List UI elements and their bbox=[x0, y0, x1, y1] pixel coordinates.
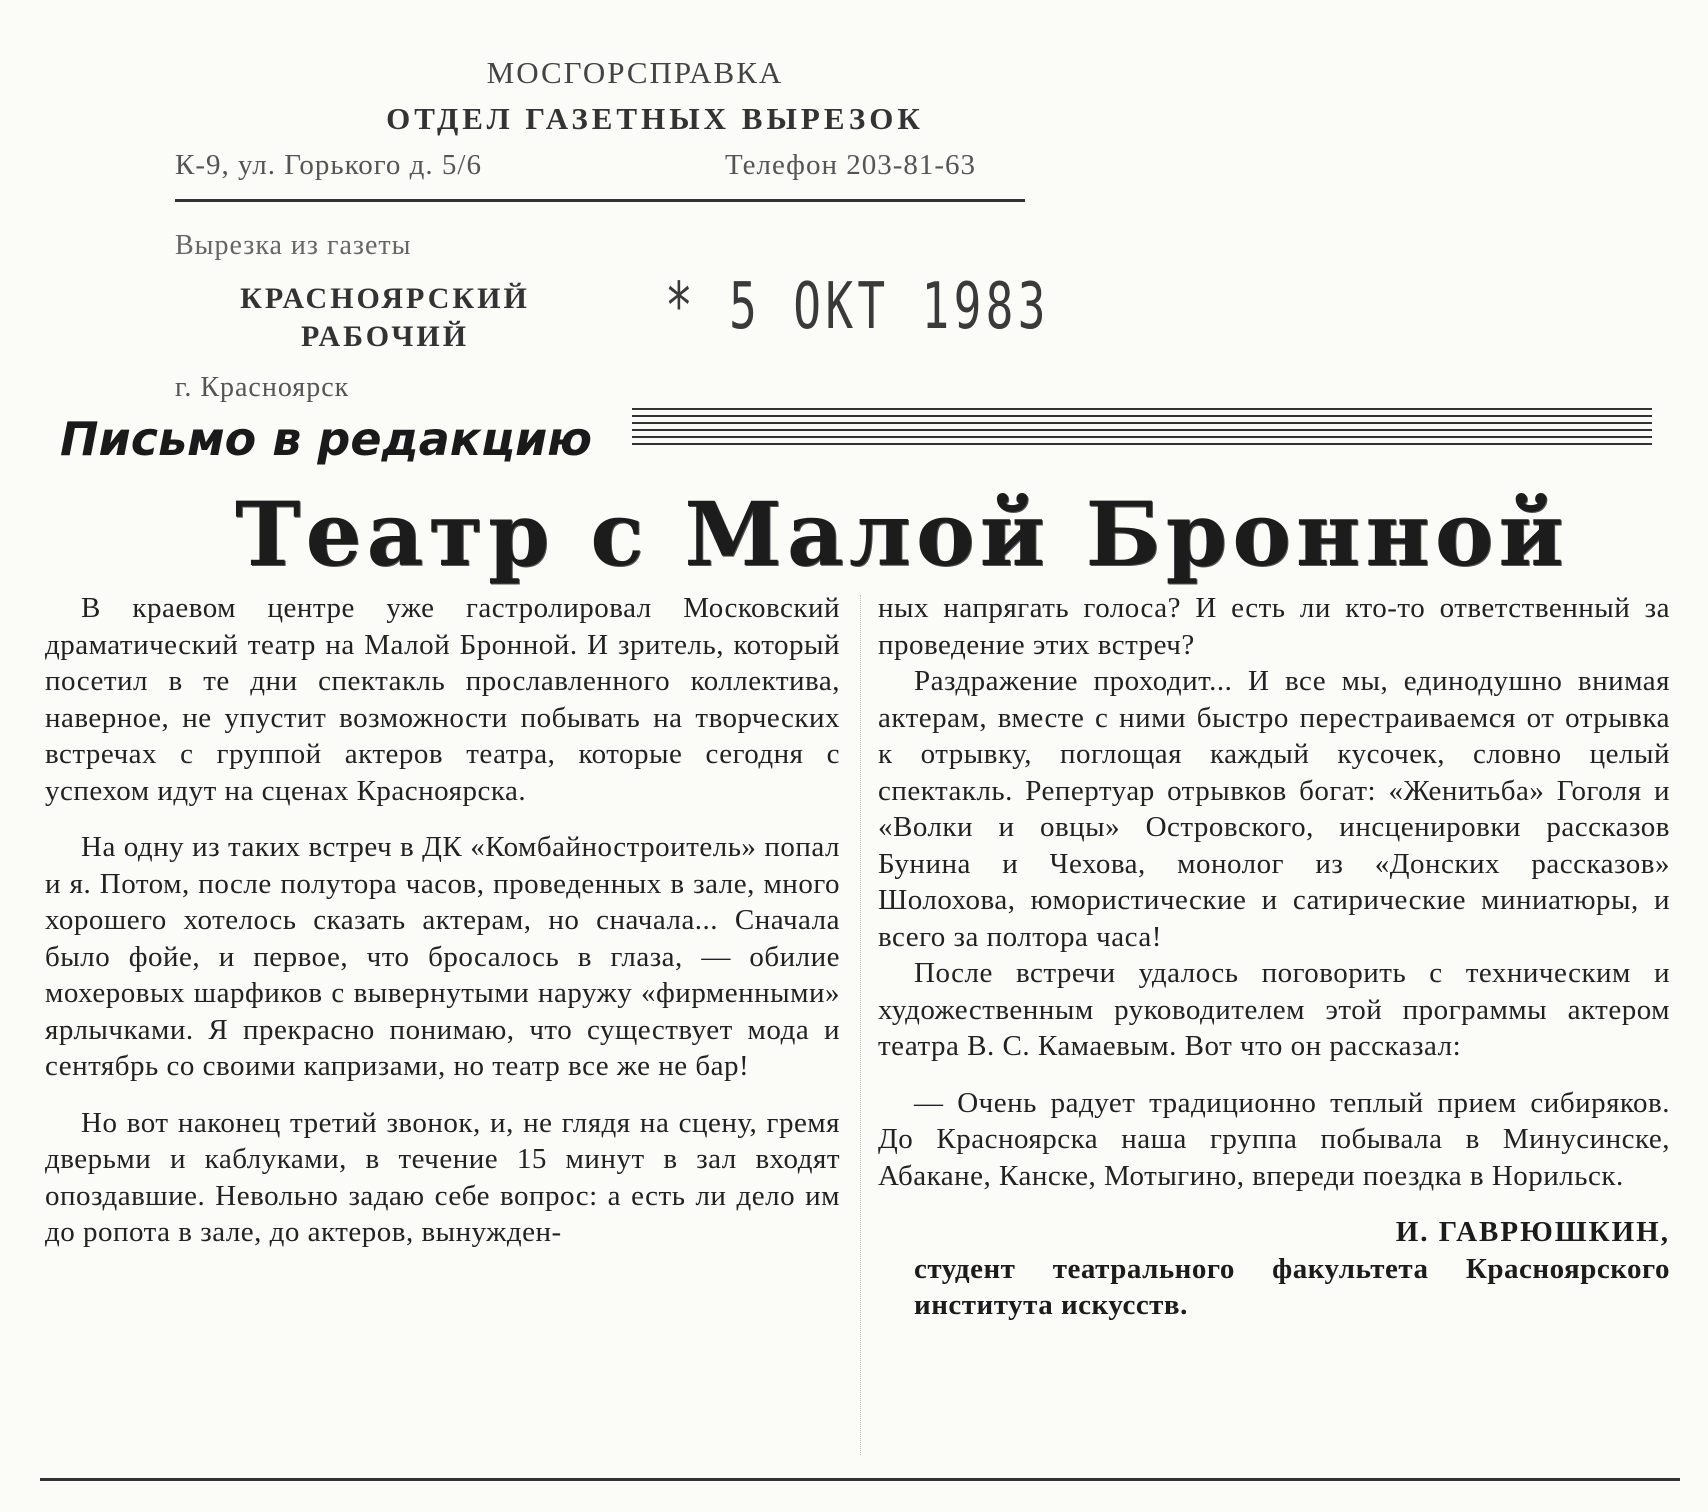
clipping-label: Вырезка из газеты bbox=[175, 230, 412, 261]
article-paragraph: — Очень радует традиционно теплый прием сибиряков. До Красноярска наша группа побывала в Минусинске, Абакане, Канске, Мотыгино, впереди поездка в Норильск. bbox=[878, 1086, 1670, 1192]
newspaper-city: г. Красноярск bbox=[175, 372, 350, 403]
stamp-divider bbox=[175, 199, 1025, 202]
article-column-right bbox=[878, 590, 1670, 1324]
article-paragraph: Но вот наконец третий звонок, и, не глядя на сцену, гремя дверьми и каблуками, в течение 15 минут в зал входят опоздавшие. Невольно задаю себе вопрос: а есть ли дело им до ропота в зале, до актеров, вынужден- bbox=[45, 1106, 840, 1248]
author-name: И. ГАВРЮШКИН, bbox=[1395, 1216, 1670, 1248]
agency-name: МОСГОРСПРАВКА bbox=[486, 55, 784, 90]
rubric-rule-lines bbox=[632, 408, 1652, 458]
article-paragraph: После встречи удалось поговорить с техническим и художественным руководителем этой программы актером театра В. С. Камаевым. Вот что он рассказал: bbox=[878, 957, 1670, 1062]
agency-phone: Телефон 203-81-63 bbox=[725, 149, 977, 181]
article-paragraph: Раздражение проходит... И все мы, единодушно внимая актерам, вместе с ними быстро перестраиваемся от отрывка к отрывку, поглощая каждый кусочек, словно целый спектакль. Репертуар отрывков богат: «Женитьба» Гоголя и «Волки и овцы» Островского, инсценировки рассказов Бунина и Чехова, монолог из «Донских рассказов» Шолохова, юмористические и сатирические миниатюры, и всего за полтора часа! bbox=[878, 665, 1670, 953]
column-divider bbox=[860, 595, 861, 1455]
article-paragraph: В краевом центре уже гастролировал Московский драматический театр на Малой Бронной. И зритель, который посетил в те дни спектакль прославленного коллектива, наверное, не упустит возможности побывать на творческих встречах с группой актеров театра, которые сегодня с успехом идут на сценах Красноярска. bbox=[45, 592, 840, 807]
agency-address: К-9, ул. Горького д. 5/6 bbox=[175, 149, 482, 181]
article-paragraph-continuation: ных напрягать голоса? И есть ли кто-то ответственный за проведение этих встреч? bbox=[878, 592, 1670, 661]
article-headline: Театр с Малой Бронной bbox=[235, 482, 1569, 586]
article-paragraph: На одну из таких встреч в ДК «Комбайностроитель» попал и я. Потом, после полутора часов, проведенных в зале, много хорошего хотелось сказать актерам, но сначала... Сначала было фойе, и первое, что бросалось в глаза, — обилие мохеровых шарфиков с вывернутыми наружу «фирменными» ярлычками. Я прекрасно понимаю, что существует мода и сентябрь со своими капризами, но театр все же не бар! bbox=[45, 831, 840, 1082]
date-stamp: * 5 ОКТ 1983 bbox=[665, 270, 1050, 344]
rubric-title: Письмо в редакцию bbox=[60, 412, 593, 466]
article-column-left bbox=[45, 590, 840, 1251]
department-name: ОТДЕЛ ГАЗЕТНЫХ ВЫРЕЗОК bbox=[386, 101, 924, 136]
bottom-rule bbox=[40, 1478, 1680, 1481]
author-position: студент театрального факультета Красноярского института искусств. bbox=[914, 1252, 1670, 1321]
newspaper-name: КРАСНОЯРСКИЙ РАБОЧИЙ bbox=[240, 282, 530, 353]
